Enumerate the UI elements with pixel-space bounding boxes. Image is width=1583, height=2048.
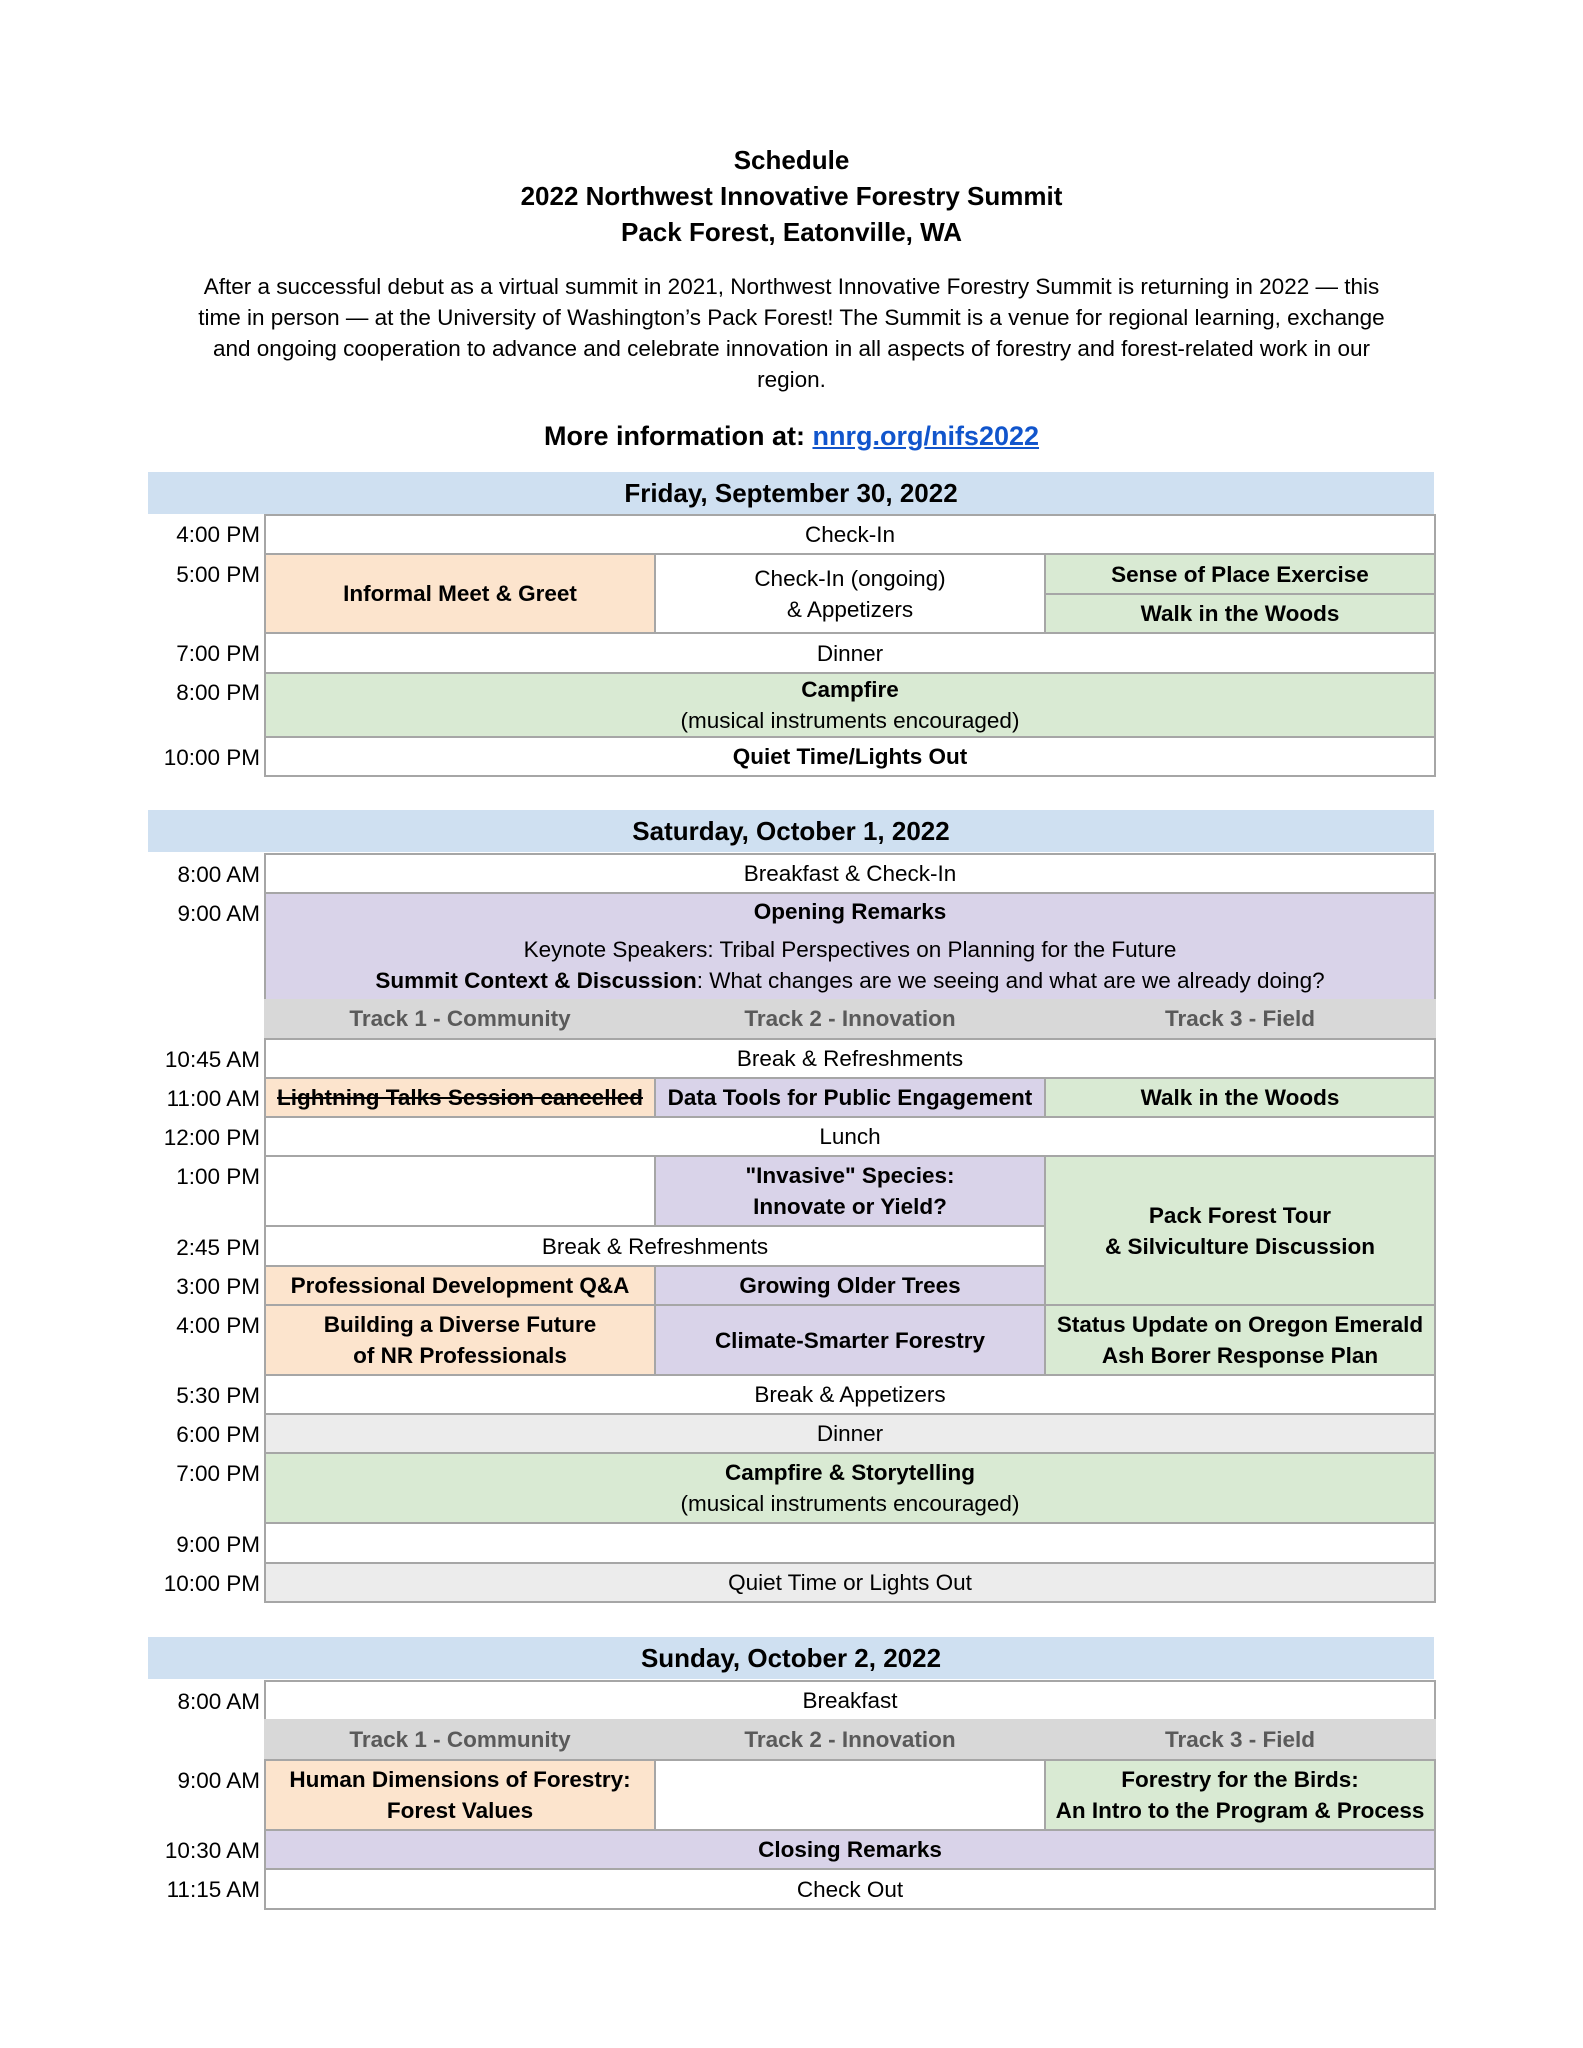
track-header-field xyxy=(1044,999,1436,1038)
session-meet-greet xyxy=(264,553,656,634)
session-title: Quiet Time or Lights Out xyxy=(728,1570,972,1595)
session-title: Lightning Talks Session cancelled xyxy=(277,1085,643,1110)
session-title: Growing Older Trees xyxy=(739,1273,961,1298)
context-title: Summit Context & Discussion xyxy=(375,968,697,993)
time-label: 7:00 PM xyxy=(176,1461,260,1486)
time-label: 11:00 AM xyxy=(166,1086,260,1111)
session-title: Opening Remarks xyxy=(753,899,947,924)
session-title: Walk in the Woods xyxy=(1140,1085,1340,1110)
time-label: 10:00 PM xyxy=(163,1571,260,1596)
time-label: 5:00 PM xyxy=(176,562,260,587)
time-label: 3:00 PM xyxy=(176,1274,260,1299)
time-label: 10:00 PM xyxy=(163,745,260,770)
session-title: Forestry for the Birds: xyxy=(1121,1767,1359,1792)
session-subtitle: Innovate or Yield? xyxy=(753,1194,947,1219)
session-break-refreshments xyxy=(264,1038,1436,1079)
session-note: (musical instruments encouraged) xyxy=(680,1491,1020,1516)
session-forestry-for-birds xyxy=(1044,1759,1436,1831)
session-title: Pack Forest Tour xyxy=(1148,1202,1332,1228)
schedule-label: Schedule xyxy=(733,145,850,175)
more-info-link[interactable]: nnrg.org/nifs2022 xyxy=(812,421,1040,451)
session-note: (musical instruments encouraged) xyxy=(680,708,1020,733)
session-title: Dinner xyxy=(816,1421,884,1446)
session-invasive-species xyxy=(654,1155,1046,1227)
session-title: Check Out xyxy=(796,1876,904,1902)
session-title: Break & Appetizers xyxy=(754,1382,946,1407)
time-label: 1:00 PM xyxy=(176,1164,260,1189)
time-label: 10:30 AM xyxy=(164,1838,260,1863)
empty-slot xyxy=(264,1155,656,1227)
time-label: 9:00 PM xyxy=(176,1532,260,1557)
time-label: 6:00 PM xyxy=(176,1422,260,1447)
time-label: 8:00 PM xyxy=(176,680,260,705)
time-label: 11:15 AM xyxy=(166,1877,260,1902)
session-subtitle: Ash Borer Response Plan xyxy=(1101,1343,1379,1368)
page-header xyxy=(0,142,1583,250)
time-label: 5:30 PM xyxy=(176,1383,260,1408)
session-title: Check-In (ongoing) xyxy=(754,565,946,591)
session-title: Breakfast xyxy=(802,1688,898,1713)
track-title: Track 1 - Community xyxy=(349,1726,571,1752)
day-header-saturday: Saturday, October 1, 2022 xyxy=(148,810,1434,852)
session-title: Check-In xyxy=(804,522,896,547)
session-keynote: Keynote Speakers: Tribal Perspectives on Planning for the Future xyxy=(523,937,1177,962)
track-title: Track 2 - Innovation xyxy=(744,1006,956,1031)
track-title: Track 1 - Community xyxy=(349,1006,571,1031)
time-label: 4:00 PM xyxy=(176,1313,260,1338)
session-quiet-time xyxy=(264,1562,1436,1603)
time-label: 8:00 AM xyxy=(177,1689,260,1714)
session-title: Quiet Time/Lights Out xyxy=(732,744,968,769)
session-emerald-ash-borer xyxy=(1044,1304,1436,1376)
track-header-community xyxy=(264,999,656,1038)
time-label: 12:00 PM xyxy=(163,1125,260,1150)
track-header-community xyxy=(264,1719,656,1759)
intro-line: After a successful debut as a virtual summit in 2021, Northwest Innovative Forestry Summit is returning in 2022 — this xyxy=(203,274,1380,299)
session-pack-forest-tour xyxy=(1044,1155,1436,1306)
track-title: Track 3 - Field xyxy=(1164,1726,1316,1752)
session-title: Building a Diverse Future xyxy=(323,1312,597,1337)
session-title: Climate-Smarter Forestry xyxy=(714,1327,986,1353)
session-check-out xyxy=(264,1868,1436,1910)
track-title: Track 3 - Field xyxy=(1164,1006,1316,1031)
session-title: Breakfast & Check-In xyxy=(743,861,957,886)
session-sense-of-place xyxy=(1044,553,1436,595)
session-break-appetizers xyxy=(264,1374,1436,1415)
session-subtitle: An Intro to the Program & Process xyxy=(1055,1798,1425,1823)
session-climate-smarter xyxy=(654,1304,1046,1376)
session-title: Informal Meet & Greet xyxy=(343,581,577,606)
session-title: Campfire & Storytelling xyxy=(724,1460,976,1485)
time-label: 2:45 PM xyxy=(176,1235,260,1260)
intro-paragraph xyxy=(170,271,1413,395)
session-dinner xyxy=(264,1413,1436,1454)
more-info xyxy=(0,418,1583,454)
empty-slot xyxy=(654,1759,1046,1831)
session-closing-remarks xyxy=(264,1829,1436,1870)
track-header-innovation xyxy=(654,1719,1046,1759)
context-description: : What changes are we seeing and what are we already doing? xyxy=(696,968,1325,993)
session-break-refreshments xyxy=(264,1225,1046,1267)
page-title: 2022 Northwest Innovative Forestry Summit xyxy=(520,181,1063,211)
session-opening-remarks xyxy=(264,892,1436,1001)
event-location: Pack Forest, Eatonville, WA xyxy=(621,217,962,247)
session-title: Status Update on Oregon Emerald xyxy=(1056,1312,1424,1337)
session-subtitle: & Silviculture Discussion xyxy=(1104,1233,1376,1259)
session-title: Professional Development Q&A xyxy=(290,1273,630,1298)
session-professional-development xyxy=(264,1265,656,1306)
session-title: Break & Refreshments xyxy=(541,1233,769,1259)
session-walk-woods xyxy=(1044,1077,1436,1118)
session-title: Break & Refreshments xyxy=(736,1046,964,1071)
time-label: 9:00 AM xyxy=(177,1768,260,1793)
session-title: Dinner xyxy=(816,640,884,666)
session-title: Data Tools for Public Engagement xyxy=(667,1085,1033,1110)
session-check-in-ongoing xyxy=(654,553,1046,634)
session-dinner xyxy=(264,632,1436,674)
session-lightning-talks xyxy=(264,1077,656,1118)
day-header-sunday: Sunday, October 2, 2022 xyxy=(148,1637,1434,1679)
session-title: Campfire xyxy=(801,677,899,702)
session-title: Human Dimensions of Forestry: xyxy=(289,1767,631,1792)
track-title: Track 2 - Innovation xyxy=(744,1726,956,1752)
session-campfire-storytelling xyxy=(264,1452,1436,1524)
day-header-friday: Friday, September 30, 2022 xyxy=(148,472,1434,514)
time-label: 7:00 PM xyxy=(176,641,260,666)
session-title: Sense of Place Exercise xyxy=(1111,561,1369,587)
session-check-in xyxy=(264,514,1436,555)
more-info-label: More information at: xyxy=(543,421,813,451)
time-label: 9:00 AM xyxy=(177,901,260,926)
session-walk-woods xyxy=(1044,593,1436,634)
session-human-dimensions xyxy=(264,1759,656,1831)
session-campfire xyxy=(264,672,1436,738)
session-breakfast xyxy=(264,853,1436,894)
session-breakfast xyxy=(264,1680,1436,1721)
session-growing-older-trees xyxy=(654,1265,1046,1306)
intro-line: time in person — at the University of Washington’s Pack Forest! The Summit is a venue for regional learning, exchange xyxy=(198,305,1385,330)
session-subtitle: of NR Professionals xyxy=(353,1343,567,1368)
session-data-tools xyxy=(654,1077,1046,1118)
track-header-innovation xyxy=(654,999,1046,1038)
session-title: Lunch xyxy=(819,1124,881,1149)
session-title: "Invasive" Species: xyxy=(745,1163,955,1188)
session-title: Closing Remarks xyxy=(758,1837,942,1862)
session-subtitle: & Appetizers xyxy=(786,596,914,622)
session-subtitle: Forest Values xyxy=(386,1798,534,1823)
session-quiet-time xyxy=(264,736,1436,777)
intro-line: and ongoing cooperation to advance and celebrate innovation in all aspects of forestry and forest-related work in our xyxy=(213,336,1370,361)
session-context xyxy=(375,965,1324,996)
time-label: 10:45 AM xyxy=(164,1047,260,1072)
session-lunch xyxy=(264,1116,1436,1157)
track-header-field xyxy=(1044,1719,1436,1759)
intro-line: region. xyxy=(757,367,826,392)
time-label: 4:00 PM xyxy=(176,522,260,547)
session-diverse-future xyxy=(264,1304,656,1376)
empty-slot xyxy=(264,1522,1436,1564)
time-label: 8:00 AM xyxy=(177,862,260,887)
session-title: Walk in the Woods xyxy=(1140,601,1340,626)
